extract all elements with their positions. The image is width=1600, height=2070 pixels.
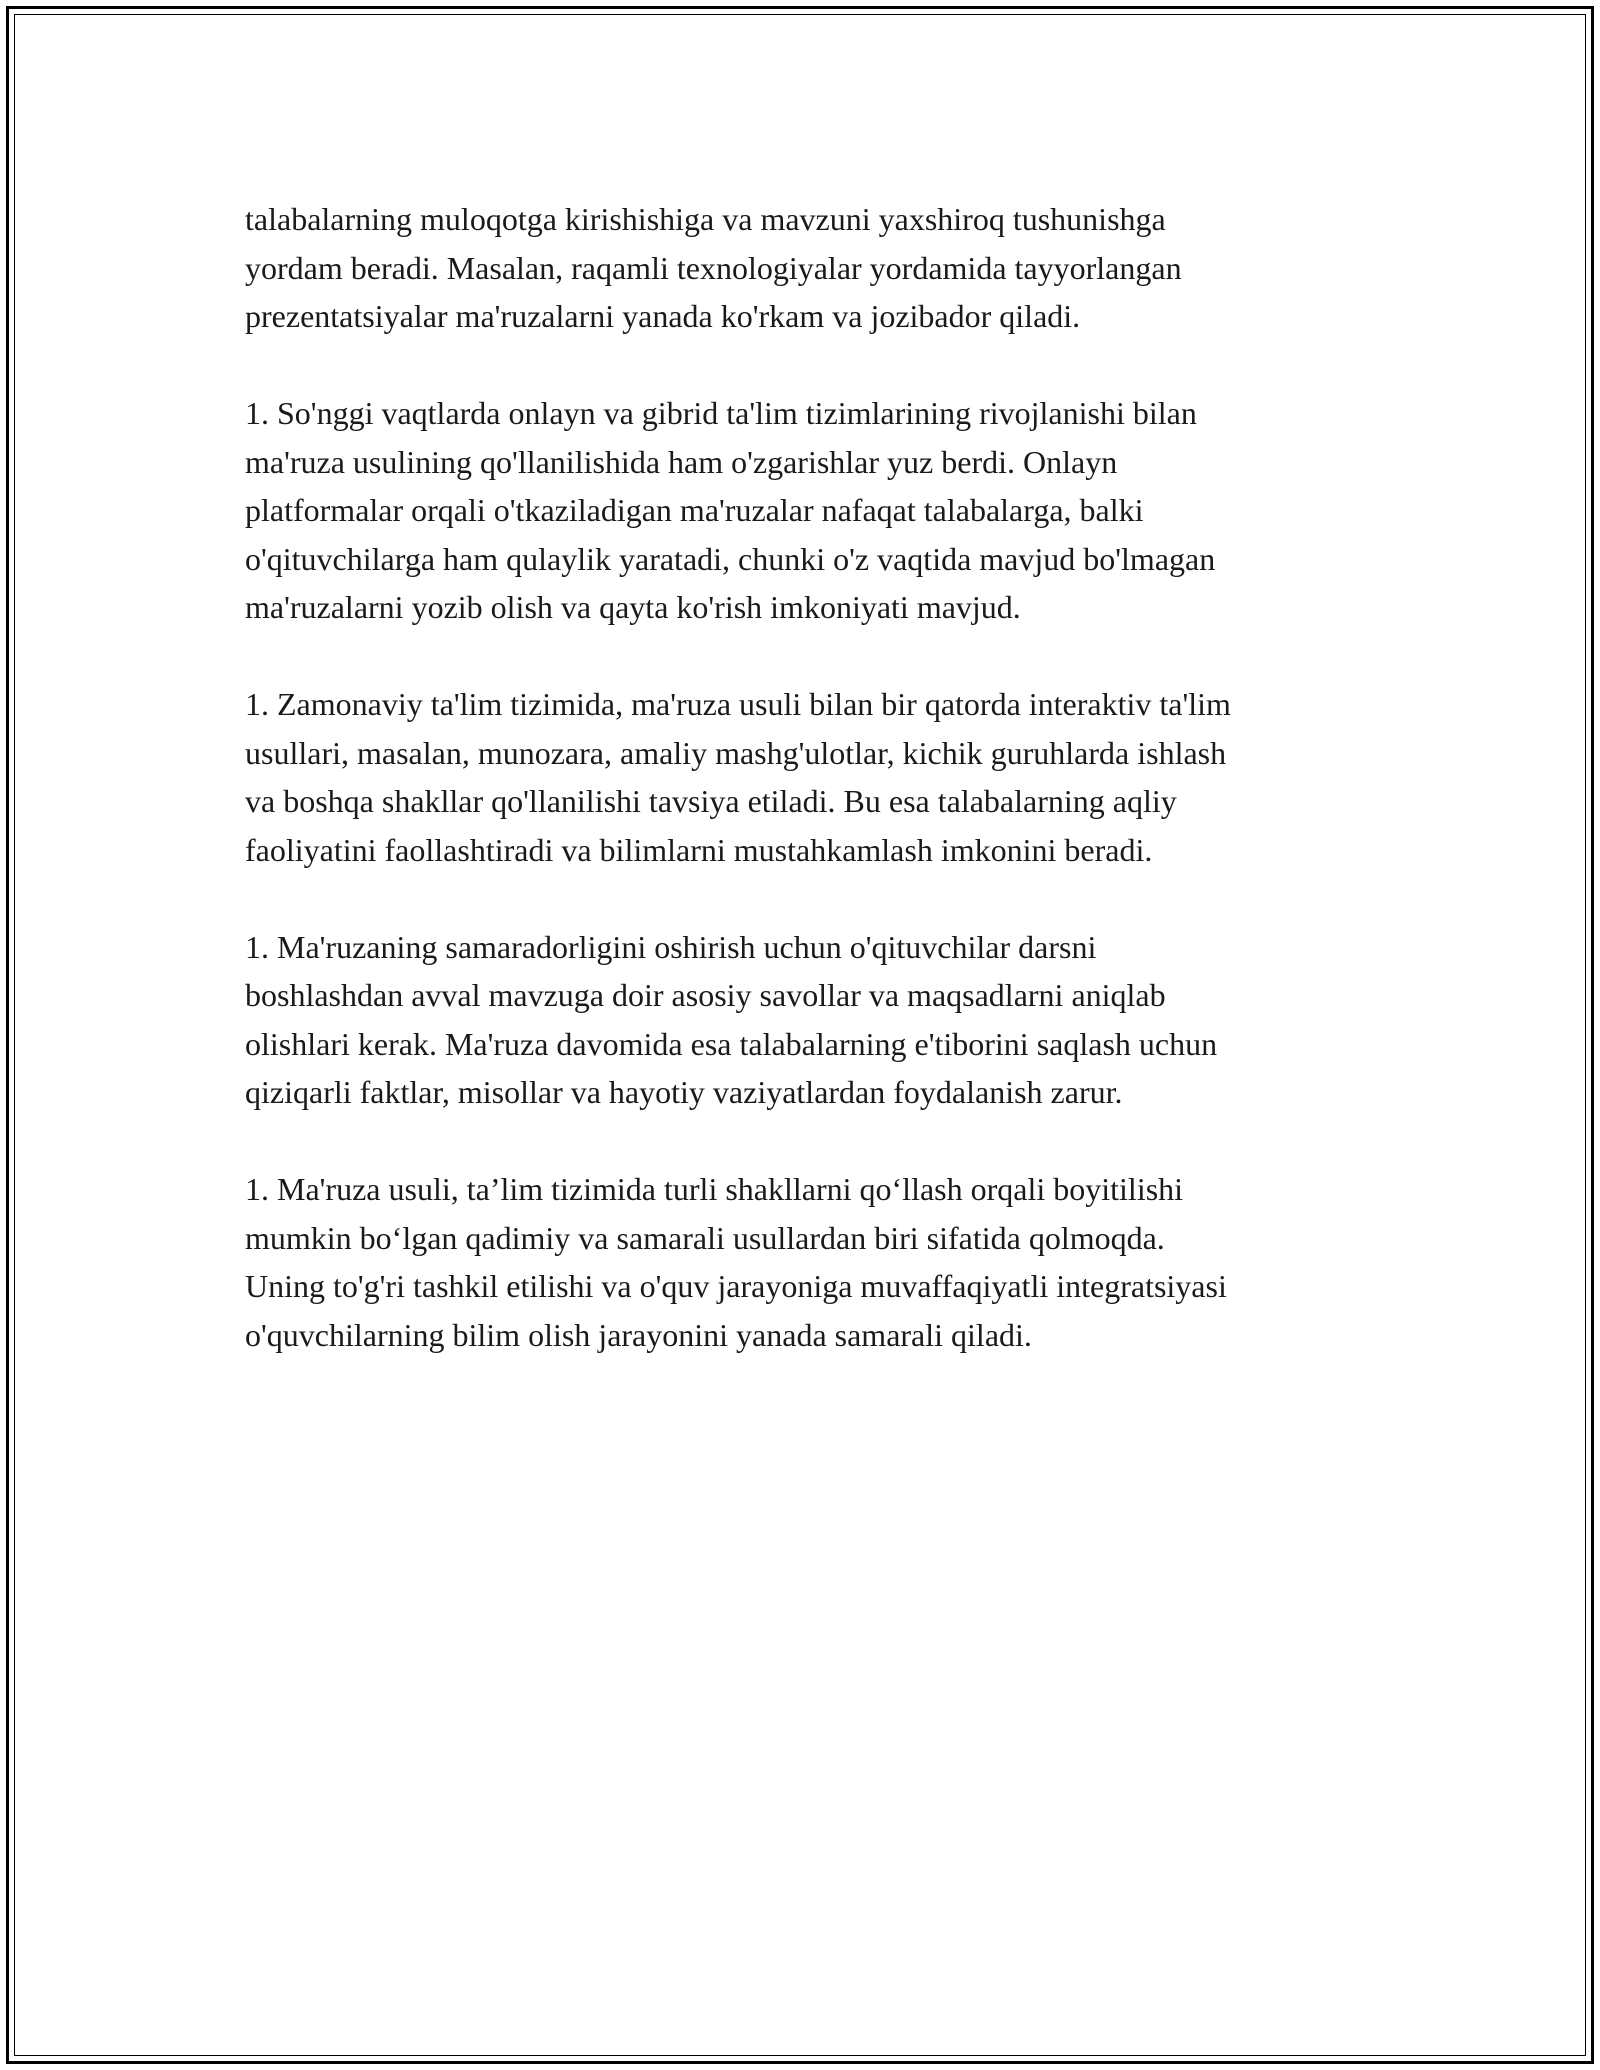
text-line: boshlashdan avval mavzuga doir asosiy savollar va maqsadlarni aniqlab (245, 977, 1166, 1013)
text-line: platformalar orqali o'tkaziladigan ma'ruzalar nafaqat talabalarga, balki (245, 492, 1144, 528)
paragraph-effectiveness (245, 923, 1395, 1117)
paragraph-conclusion (245, 1165, 1395, 1359)
text-line: mumkin bo‘lgan qadimiy va samarali usullardan biri sifatida qolmoqda. (245, 1219, 1165, 1256)
text-line: 1. Ma'ruza usuli, ta’lim tizimida turli shakllarni qo‘llash orqali boyitilishi (245, 1171, 1184, 1207)
document-text-body (245, 195, 1395, 1408)
text-line: talabalarning muloqotga kirishishiga va mavzuni yaxshiroq tushunishga (245, 201, 1166, 237)
text-line: usullari, masalan, munozara, amaliy mashg'ulotlar, kichik guruhlarda ishlash (245, 734, 1227, 771)
text-line: o'qituvchilarga ham qulaylik yaratadi, chunki o'z vaqtida mavjud bo'lmagan (245, 540, 1216, 577)
text-line: o'quvchilarning bilim olish jarayonini yanada samarali qiladi. (245, 1316, 1032, 1353)
text-line: 1. Ma'ruzaning samaradorligini oshirish uchun o'qituvchilar darsni (245, 928, 1097, 965)
text-line: yordam beradi. Masalan, raqamli texnologiyalar yordamida tayyorlangan (245, 249, 1182, 286)
paragraph-intro (245, 195, 1395, 341)
text-line: 1. Zamonaviy ta'lim tizimida, ma'ruza usuli bilan bir qatorda interaktiv ta'lim (245, 686, 1231, 722)
text-line: qiziqarli faktlar, misollar va hayotiy vaziyatlardan foydalanish zarur. (245, 1074, 1123, 1110)
text-line: faoliyatini faollashtiradi va bilimlarni mustahkamlash imkonini beradi. (245, 831, 1153, 868)
text-line: ma'ruza usulining qo'llanilishida ham o'zgarishlar yuz berdi. Onlayn (245, 443, 1118, 480)
text-line: 1. So'nggi vaqtlarda onlayn va gibrid ta'lim tizimlarining rivojlanishi bilan (245, 395, 1197, 431)
paragraph-online-hybrid (245, 389, 1395, 632)
text-line: ma'ruzalarni yozib olish va qayta ko'rish imkoniyati mavjud. (245, 589, 1021, 625)
text-line: va boshqa shakllar qo'llanilishi tavsiya etiladi. Bu esa talabalarning aqliy (245, 783, 1177, 819)
page-frame (6, 6, 1594, 2064)
paragraph-interactive-methods (245, 680, 1395, 874)
text-line: olishlari kerak. Ma'ruza davomida esa talabalarning e'tiborini saqlash uchun (245, 1025, 1218, 1062)
text-line: Uning to'g'ri tashkil etilishi va o'quv jarayoniga muvaffaqiyatli integratsiyasi (245, 1268, 1227, 1304)
text-line: prezentatsiyalar ma'ruzalarni yanada ko'rkam va jozibador qiladi. (245, 298, 1081, 334)
